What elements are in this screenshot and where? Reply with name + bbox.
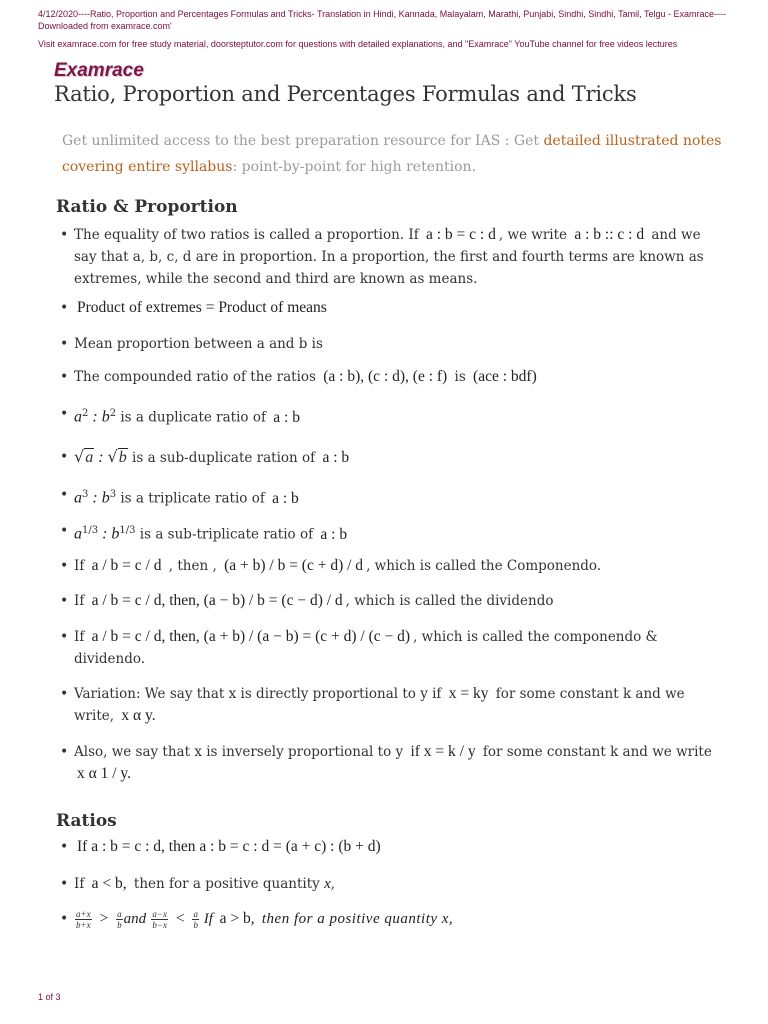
page-number: 1 of 3 — [38, 992, 61, 1002]
list-item: • If a / b = c / d, then, (a + b) / (a − b) = (c + d) / (c − d) , which is called the componendo & dividendo. — [60, 628, 658, 667]
list-item: • If a : b = c : d, then a : b = c : d = (a + c) : (b + d) — [60, 838, 381, 855]
list-item: • Variation: We say that x is directly proportional to y if x = ky for some constant k and we write, x α y. — [60, 685, 685, 724]
print-header: 4/12/2020----Ratio, Proportion and Percentages Formulas and Tricks- Translation in Hindi, Kannada, Malayalam, Marathi, Punjabi, Sindhi, Sindhi, Tamil, Telgu - Examrace----Downloaded from examrace.com' — [38, 9, 726, 31]
page-title: Ratio, Proportion and Percentages Formulas and Tricks — [54, 82, 637, 106]
list-item: • $\frac{a+x}{b+x}$ > $\frac{a}{b}$ and $\frac{a-x}{b-x}$ < $\frac{a}{b}$ If a > b, then for a positive quantity x, — [60, 909, 454, 930]
promo-text: Get unlimited access to the best preparation resource for IAS : Get detailed illustrated notes covering entire syllabus: point-by-point for high retention. — [62, 133, 722, 175]
list-item: • Product of extremes = Product of means — [60, 299, 327, 316]
list-item: • The equality of two ratios is called a proportion. If a : b = c : d , we write a : b :: c : d and we say that a, b, c, d are in proportion. In a proportion, the first and fourth terms are known as extremes, while the second and third are known as means. — [60, 226, 704, 287]
list-item: • The compounded ratio of the ratios (a : b), (c : d), (e : f) is (ace : bdf) — [60, 368, 537, 385]
visit-notice: Visit examrace.com for free study material, doorsteptutor.com for questions with detailed explanations, and "Examrace" YouTube channel for free videos lectures — [38, 39, 678, 49]
promo-link[interactable]: detailed illustrated notes covering entire syllabus — [62, 133, 722, 175]
section-heading-ratio-proportion: Ratio & Proportion — [56, 197, 238, 217]
list-item: • Mean proportion between a and b is — [60, 336, 323, 352]
section-heading-ratios: Ratios — [56, 811, 117, 831]
list-item: • If a / b = c / d , then , (a + b) / b = (c + d) / d , which is called the Componendo. — [60, 557, 602, 574]
list-item: • Also, we say that x is inversely proportional to y if x = k / y for some constant k and we write x α 1 / y. — [60, 743, 712, 782]
list-item: • $a^2$ : $b^2$ is a duplicate ratio of a : b — [60, 406, 300, 426]
examrace-logo[interactable]: Examrace — [54, 60, 144, 81]
list-item: • $a^{1/3}$ : $b^{1/3}$ is a sub-triplicate ratio of a : b — [60, 523, 348, 543]
list-item: • If a / b = c / d, then, (a − b) / b = (c − d) / d , which is called the dividendo — [60, 592, 554, 609]
list-item: • $a^3$ : $b^3$ is a triplicate ratio of a : b — [60, 487, 299, 507]
list-item: • If a < b, then for a positive quantity x, — [60, 875, 336, 892]
list-item: • √a : √b is a sub-duplicate ration of a : b — [60, 447, 350, 466]
